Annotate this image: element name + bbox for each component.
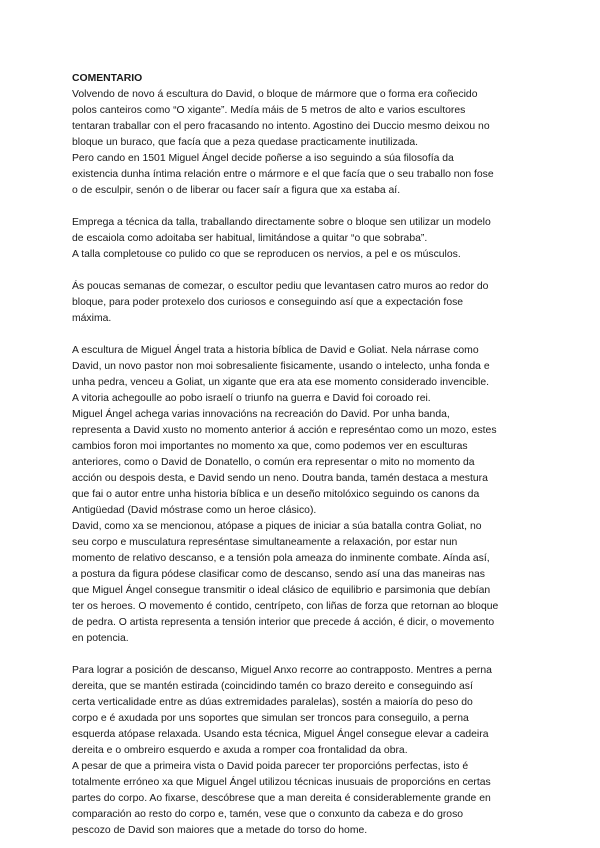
text-line: A vitoria achegoulle ao pobo israelí o triunfo na guerra e David foi coroado rei. xyxy=(72,393,431,404)
text-line: Antigüedad (David móstrase como un heroe clásico). xyxy=(72,505,317,516)
text-line: certa verticalidade entre as dúas extremidades paralelas), sostén a maioría do peso do xyxy=(72,697,473,708)
text-line: bloque, para poder protexelo dos curiosos e conseguindo así que a expectación fose xyxy=(72,297,464,308)
text-line: esquerda atópase relaxada. Usando esta técnica, Miguel Ángel consegue elevar a cadeira xyxy=(72,729,489,740)
document-text xyxy=(72,87,532,839)
text-line: totalmente erróneo xa que Miguel Ángel utilizou técnicas inusuais de proporcións en certas xyxy=(72,777,491,788)
text-line: de escaiola como adoitaba ser habitual, limitándose a quitar “o que sobraba”. xyxy=(72,233,428,244)
text-line: de pedra. O artista representa a tensión interior que precede á acción, é dicir, o movemento xyxy=(72,617,495,628)
text-line: anteriores, como o David de Donatello, o común era representar o mito no momento da xyxy=(72,457,475,468)
text-line: que fai o autor entre unha historia bíblica e un deseño mitolóxico seguindo os canons da xyxy=(72,489,480,500)
text-line: corpo e é axudada por uns soportes que simulan ser troncos para conseguilo, a perna xyxy=(72,713,469,724)
paragraph-gap xyxy=(72,199,532,215)
text-line: A talla completouse co pulido co que se reproducen os nervios, a pel e os músculos. xyxy=(72,249,461,260)
text-line: bloque un buraco, que facía que a peza quedase practicamente inutilizada. xyxy=(72,137,419,148)
text-line: Emprega a técnica da talla, traballando directamente sobre o bloque sen utilizar un modelo xyxy=(72,217,491,228)
text-line: máxima. xyxy=(72,313,112,324)
text-line: Pero cando en 1501 Miguel Ángel decide poñerse a iso seguindo a súa filosofía da xyxy=(72,153,454,164)
text-line: que Miguel Ángel consegue transmitir o ideal clásico de equilibrio e parsimonia que debían xyxy=(72,585,491,596)
text-line: pescozo de David son maiores que a metade do torso do home. xyxy=(72,825,368,836)
text-line: tentaran traballar con el pero fracasando no intento. Agostino dei Duccio mesmo deixou no xyxy=(72,121,490,132)
text-line: a postura da figura pódese clasificar como de descanso, sendo así una das maneiras nas xyxy=(72,569,485,580)
text-line: cambios foron moi importantes no momento xa que, como podemos ver en esculturas xyxy=(72,441,468,452)
text-line: seu corpo e musculatura represéntase simultaneamente a relaxación, por estar nun xyxy=(72,537,458,548)
paragraph-gap xyxy=(72,263,532,279)
text-line: en potencia. xyxy=(72,633,129,644)
text-line: David, un novo pastor non moi sobresaliente fisicamente, usando o intelecto, unha fonda e xyxy=(72,361,490,372)
paragraph-gap xyxy=(72,647,532,663)
text-line: Para lograr a posición de descanso, Miguel Anxo recorre ao contrapposto. Mentres a perna xyxy=(72,665,492,676)
text-line: acción ou despois desta, e David sendo un neno. Doutra banda, tamén destaca a mestura xyxy=(72,473,488,484)
text-line: David, como xa se mencionou, atópase a piques de iniciar a súa batalla contra Goliat, no xyxy=(72,521,482,532)
text-line: o de esculpir, senón o de liberar ou facer saír a figura que xa estaba aí. xyxy=(72,185,401,196)
text-line: partes do corpo. Ao fixarse, descóbrese que a man dereita é considerablemente grande en xyxy=(72,793,491,804)
text-line: dereita e o ombreiro esquerdo e axuda a romper coa frontalidad da obra. xyxy=(72,745,408,756)
text-line: existencia dunha íntima relación entre o mármore e el que facía que o seu traballo non fose xyxy=(72,169,494,180)
text-line: polos canteiros como “O xigante”. Medía máis de 5 metros de alto e varios escultores xyxy=(72,105,466,116)
text-line: A pesar de que a primeira vista o David poida parecer ter proporcións perfectas, isto é xyxy=(72,761,469,772)
text-line: comparación ao resto do corpo e, tamén, vese que o conxunto da cabeza e do groso xyxy=(72,809,464,820)
text-line: ter os heroes. O movemento é contido, centrípeto, con liñas de forza que retornan ao bloque xyxy=(72,601,499,612)
text-line: Ás poucas semanas de comezar, o escultor pediu que levantasen catro muros ao redor do xyxy=(72,281,489,292)
text-line: Miguel Ángel achega varias innovacións na recreación do David. Por unha banda, xyxy=(72,409,450,420)
text-line: momento de relativo descanso, e a tensión pola ameaza do inminente combate. Aínda así, xyxy=(72,553,490,564)
text-line: dereita, que se mantén estirada (coincidindo tamén co brazo dereito e conseguindo así xyxy=(72,681,473,692)
text-line: unha pedra, venceu a Goliat, un xigante que era ata ese momento considerado invencible. xyxy=(72,377,490,388)
text-line: Volvendo de novo á escultura do David, o bloque de mármore que o forma era coñecido xyxy=(72,89,478,100)
text-line: representa a David xusto no momento anterior á acción e represéntao como un mozo, estes xyxy=(72,425,497,436)
paragraph-gap xyxy=(72,327,532,343)
document-body xyxy=(72,71,532,839)
document-title: COMENTARIO xyxy=(72,73,143,84)
text-line: A escultura de Miguel Ángel trata a historia bíblica de David e Goliat. Nela nárrase como xyxy=(72,345,479,356)
